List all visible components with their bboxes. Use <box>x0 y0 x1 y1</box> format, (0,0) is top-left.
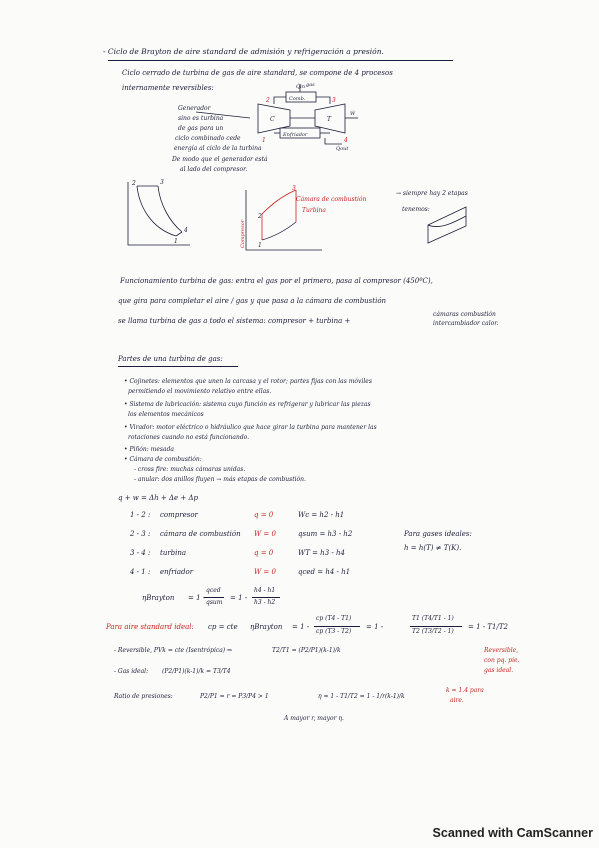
efficiency-eq2: = 1 - <box>230 594 248 602</box>
air-standard-big-bar <box>410 626 462 627</box>
intro-line-1: Ciclo cerrado de turbina de gas de aire standard, se compone de 4 procesos <box>122 69 393 77</box>
turbine-label: T <box>327 116 332 123</box>
generator-note-3: de gas para un <box>178 125 224 132</box>
node-1-label: 1 <box>262 137 266 144</box>
k-note-2: aire. <box>450 697 464 704</box>
row-4-step: 4 - 1 : <box>130 568 151 576</box>
generator-arrow <box>196 112 250 118</box>
air-standard-big-den: T2 (T3/T2 - 1) <box>412 628 454 635</box>
ts-point-2: 2 <box>258 213 262 220</box>
pressure-ratio-eq: P2/P1 = r = P3/P4 > 1 <box>200 693 269 700</box>
parts-item-2b: los elementos mecánicos <box>128 411 204 418</box>
row-4-w: qced = h4 - h1 <box>298 568 351 576</box>
pv-point-1: 1 <box>174 238 178 245</box>
air-standard-frac-den: cp (T3 - T2) <box>316 628 352 635</box>
parts-item-3a: • Virador: motor eléctrico o hidráulico que hace girar la turbina para mantener las <box>124 424 377 431</box>
stages-note-1: → siempre hay 2 etapas <box>396 190 468 197</box>
gas-ideal-line: - Gas ideal: <box>114 668 149 675</box>
efficiency-num2: h4 - h1 <box>254 587 276 594</box>
stages-note-2: tenemos: <box>402 206 430 213</box>
operation-line-3: se llama turbina de gas a todo el sistema: compresor + turbina + <box>118 317 351 325</box>
row-2-w: qsum = h3 - h2 <box>298 530 353 538</box>
node-4-label: 4 <box>344 137 348 144</box>
operation-line-3c: intercambiador calor. <box>433 320 499 327</box>
intro-line-2: internamente reversibles: <box>122 84 214 92</box>
generator-note-2: sino es turbina <box>178 115 224 122</box>
air-standard-label: Para aire standard ideal: <box>106 623 194 631</box>
air-standard-result: = 1 - T1/T2 <box>468 623 508 631</box>
generator-note-1: Generador <box>178 105 211 112</box>
reversible-note-2: con pq. pie. <box>484 657 520 664</box>
energy-balance: q + w = Δh + Δe + Δp <box>118 494 199 502</box>
parts-item-1a: • Cojinetes: elementos que unen la carcasa y el rotor; partes fijas con las móviles <box>124 378 372 385</box>
scanner-watermark: Scanned with CamScanner <box>432 826 593 840</box>
cooler-label: Enfriador <box>283 132 308 138</box>
row-3-name: turbina <box>160 549 187 557</box>
combustion-chamber-label: Cámara de combustión <box>296 196 367 203</box>
heat-out-label: Q̇out <box>336 146 349 152</box>
generator-note-5: energía al ciclo de la turbina <box>174 145 262 152</box>
generator-note-6: De modo que el generador está <box>172 156 268 163</box>
pressure-ratio-label: Ratio de presiones: <box>114 693 173 700</box>
row-1-w: Wc = h2 - h1 <box>298 511 345 519</box>
row-4-q: W = 0 <box>254 568 276 576</box>
ts-axis-label: Compresor <box>240 219 246 248</box>
row-3-q: q = 0 <box>254 549 274 557</box>
header-title: - Ciclo de Brayton de aire standard de admisión y refrigeración a presión. <box>103 47 384 56</box>
pv-point-4: 4 <box>184 227 188 234</box>
combustion-label: Comb. <box>289 96 306 102</box>
air-standard-big-num: T1 (T4/T1 - 1) <box>412 615 454 622</box>
reversible-note-3: gas ideal. <box>484 667 514 674</box>
parts-title-underline <box>118 366 238 367</box>
row-1-name: compresor <box>160 511 198 519</box>
air-standard-cp: cp = cte <box>208 623 238 631</box>
parts-item-5: • Cámara de combustión: <box>124 456 202 463</box>
efficiency-lhs: ηBrayton <box>142 594 175 602</box>
efficiency-bar-1 <box>204 597 224 598</box>
row-3-step: 3 - 4 : <box>130 549 151 557</box>
efficiency-num: qced <box>206 587 221 594</box>
reversible-note-1: Reversible, <box>484 647 519 654</box>
reversible-line: - Reversible, PVk = cte (Isentrópica) ⇒ <box>114 647 233 654</box>
heat-out-arrow <box>325 138 342 144</box>
ideal-gas-note-1: Para gases ideales: <box>404 530 472 538</box>
conclusion: A mayor r, mayor η. <box>284 715 344 722</box>
ideal-gas-note-2: h = h(T) ≠ T(K). <box>404 544 462 552</box>
generator-note-7: al lado del compresor. <box>180 166 248 173</box>
row-2-q: W = 0 <box>254 530 276 538</box>
ts-point-1: 1 <box>258 242 262 249</box>
parts-title: Partes de una turbina de gas: <box>118 355 223 363</box>
row-1-step: 1 - 2 : <box>130 511 151 519</box>
row-3-w: WT = h3 - h4 <box>298 549 345 557</box>
turbine-stage-label: Turbina <box>302 207 326 214</box>
reversible-eq: T2/T1 = (P2/P1)(k-1)/k <box>272 647 341 654</box>
pv-point-2: 2 <box>132 180 136 187</box>
air-standard-eq: = 1 - <box>292 623 310 631</box>
efficiency-den2: h3 - h2 <box>254 599 276 606</box>
efficiency-den: qsum <box>206 599 223 606</box>
final-efficiency: η = 1 - T1/T2 = 1 - 1/r(k-1)/k <box>318 693 405 700</box>
air-standard-frac-num: cp (T4 - T1) <box>316 615 352 622</box>
parts-item-5a: - cross fire: muchas cámaras unidas. <box>134 466 246 473</box>
parts-item-4: • Piñón: mesada <box>124 446 174 453</box>
node-2-label: 2 <box>266 97 270 104</box>
row-1-q: q = 0 <box>254 511 274 519</box>
compressor-label: C <box>270 116 275 123</box>
work-label: Ẇ <box>350 111 356 117</box>
ts-point-3: 3 <box>292 185 296 192</box>
efficiency-bar-2 <box>252 597 280 598</box>
pv-diagram <box>128 182 190 245</box>
stage-sketch <box>428 207 466 243</box>
gas-ideal-eq: (P2/P1)(k-1)/k = T3/T4 <box>162 668 231 675</box>
parts-item-1b: permitiendo el movimiento relativo entre ellas. <box>128 388 272 395</box>
row-2-step: 2 - 3 : <box>130 530 151 538</box>
parts-item-2a: • Sistema de lubricación: sistema cuyo función es refrigerar y lubricar las piezas <box>124 401 371 408</box>
air-standard-eq2: = 1 - <box>366 623 384 631</box>
parts-item-5b: - anular: dos anillos fluyen → más etapas de combustión. <box>134 476 306 483</box>
air-standard-frac-bar <box>314 626 360 627</box>
parts-item-3b: rotaciones cuando no está funcionando. <box>128 434 250 441</box>
operation-line-3b: cámaras combustión <box>433 311 496 318</box>
row-4-name: enfriador <box>160 568 194 576</box>
air-standard-eta: ηBrayton <box>250 623 283 631</box>
operation-line-2: que gira para completar el aire / gas y que pasa a la cámara de combustión <box>118 297 387 305</box>
gas-label: gas <box>306 82 315 88</box>
row-2-name: cámara de combustión <box>160 530 241 538</box>
pv-point-3: 3 <box>160 179 164 186</box>
operation-line-1: Funcionamiento turbina de gas: entra el gas por el primero, pasa al compresor (450ºC), <box>120 277 433 285</box>
generator-note-4: ciclo combinado cede <box>175 135 241 142</box>
k-note-1: k = 1.4 para <box>446 687 484 694</box>
heat-in-label: Q̇in <box>296 84 305 90</box>
efficiency-eq: = 1 - <box>188 594 206 602</box>
node-3-label: 3 <box>332 97 336 104</box>
